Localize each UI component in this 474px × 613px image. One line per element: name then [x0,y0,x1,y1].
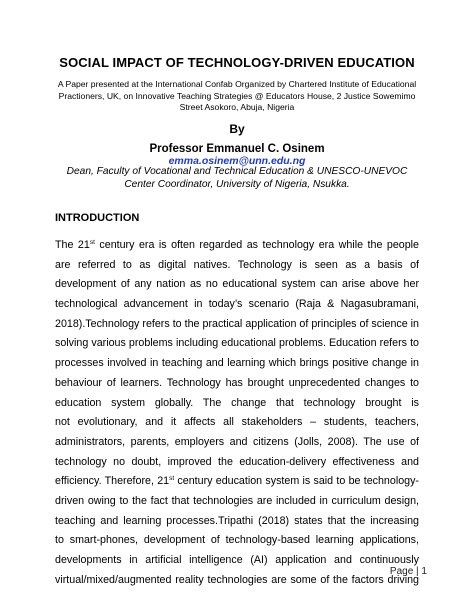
body-line: behaviour of learners. Technology has brought unprecedented changes to [55,376,419,389]
author-name: Professor Emmanuel C. Osinem [149,143,325,155]
body-line-text: century era is often regarded as technology era while the people [99,239,419,251]
body-line-text: century education system is said to be technology- [174,475,419,488]
body-line: not evolutionary, and it affects all stakeholders – students, teachers, [55,416,419,429]
body-line: are referred to as digital natives. Technology is seen as a basis of [55,258,419,271]
body-line-text: The 21 [55,239,90,251]
body-line: administrators, parents, employers and citizens (Jolls, 2008). The use of [55,435,419,448]
body-line: solving various problems including educational problems. Education refers to [55,337,419,350]
body-line: developments in artificial intelligence (AI) application and continuously [55,554,419,566]
body-line: processes involved in teaching and learning which brings positive change in [55,357,419,370]
by-label: By [229,122,245,136]
body-line: education system globally. The change that technology brought is [55,396,419,409]
ordinal-superscript: st [169,475,175,483]
page-number: Page | 1 [389,566,427,577]
affiliation-line: Dean, Faculty of Vocational and Technical Education & UNESCO-UNEVOC [66,166,408,177]
author-affiliation [60,166,414,191]
body-line [55,472,419,492]
subtitle-line: Street Asokoro, Abuja, Nigeria [179,102,295,112]
body-paragraph [55,236,419,590]
author-email[interactable]: emma.osinem@unn.edu.ng [168,155,306,167]
affiliation-line: Center Coordinator, University of Nigeria, Nsukka. [124,178,350,190]
body-line: driven owing to the fact that technologies are included in curriculum design, [55,494,419,507]
body-line: development of any nation as no educational system can arise above her [55,278,419,291]
subtitle-line: Practioners, UK, on Innovative Teaching Strategies @ Educators House, 2 Justice Sowemimo [58,90,416,101]
subtitle-line: A Paper presented at the International Confab Organized by Chartered Institute of Educational [57,79,417,89]
body-line: teaching and learning processes.Tripathi (2018) states that the increasing [55,514,419,527]
section-heading: INTRODUCTION [55,212,140,224]
body-line [55,236,419,256]
body-line: technological advancement in today’s scenario (Raja & Nagasubramani, [55,298,419,311]
paper-subtitle [50,79,424,114]
ordinal-superscript: st [89,239,95,246]
body-line: technology no doubt, improved the education-delivery effectiveness and [55,455,419,468]
body-line: 2018).Technology refers to the practical application of principles of science in [55,317,419,330]
paper-title: SOCIAL IMPACT OF TECHNOLOGY-DRIVEN EDUCATION [59,55,415,70]
body-line: to smart-phones, development of technology-based learning applications, [55,534,419,547]
body-line: virtual/mixed/augmented reality technologies are some of the factors driving [55,573,419,586]
body-line-text: efficiency. Therefore, 21 [55,475,170,488]
